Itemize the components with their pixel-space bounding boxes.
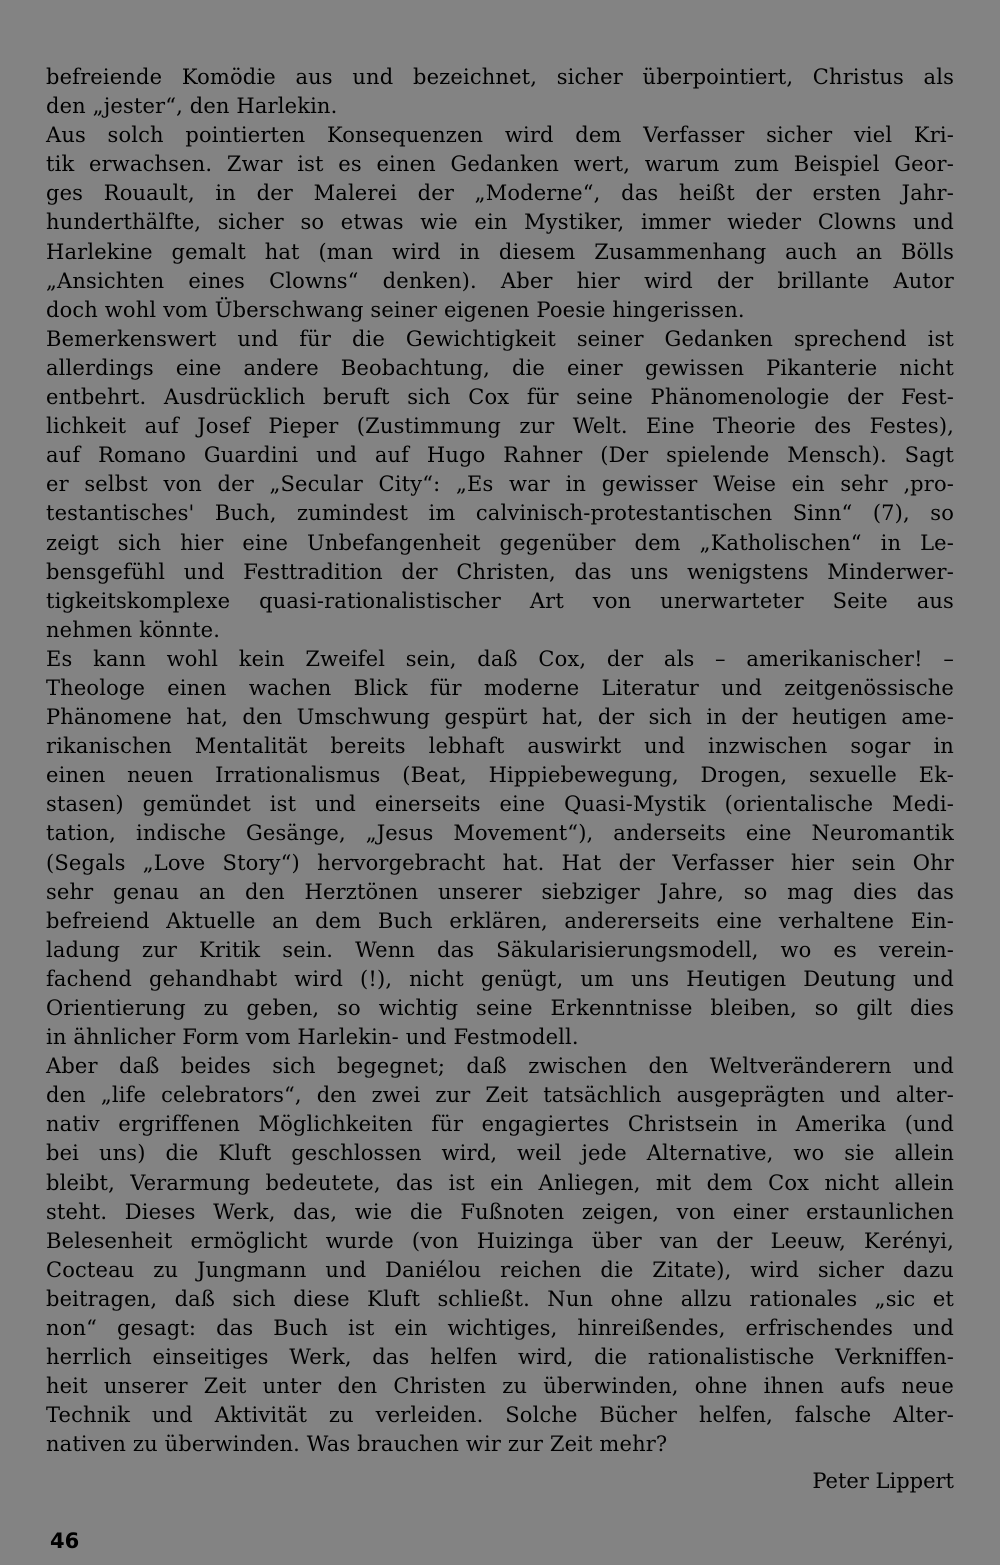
text-line: doch wohl vom Überschwang seiner eigenen Poesie hingerissen. [46, 297, 745, 322]
text-line: steht. Dieses Werk, das, wie die Fußnoten zeigen, von einer erstaunlichen [46, 1199, 954, 1224]
text-line: befreiende Komödie aus und bezeichnet, sicher überpointiert, Christus als [46, 65, 954, 89]
text-line: tation, indische Gesänge, „Jesus Movement“), anderseits eine Neuromantik [46, 821, 954, 846]
text-line: Technik und Aktivität zu verleiden. Solche Bücher helfen, falsche Alter- [46, 1403, 954, 1428]
text-line: Harlekine gemalt hat (man wird in diesem Zusammenhang auch an Bölls [46, 239, 954, 264]
text-line: Belesenheit ermöglicht wurde (von Huizinga über van der Leeuw, Kerényi, [46, 1228, 954, 1253]
text-line: Cocteau zu Jungmann und Daniélou reichen die Zitate), wird sicher dazu [46, 1257, 954, 1282]
text-line: Orientierung zu geben, so wichtig seine Erkenntnisse bleiben, so gilt dies [46, 996, 954, 1020]
text-line: testantisches' Buch, zumindest im calvinisch-protestantischen Sinn“ (7), so [46, 501, 954, 526]
text-line: fachend gehandhabt wird (!), nicht genügt, um uns Heutigen Deutung und [46, 966, 954, 991]
text-line: bensgefühl und Festtradition der Christen, das uns wenigstens Minderwer- [46, 559, 954, 584]
text-line: lichkeit auf Josef Pieper (Zustimmung zur Welt. Eine Theorie des Festes), [46, 414, 954, 439]
text-line: bei uns) die Kluft geschlossen wird, weil jede Alternative, wo sie allein [46, 1141, 954, 1166]
body-text [46, 63, 954, 1460]
text-line: nehmen könnte. [46, 617, 221, 642]
text-line: entbehrt. Ausdrücklich beruft sich Cox für seine Phänomenologie der Fest- [46, 385, 954, 410]
text-line: tigkeitskomplexe quasi-rationalistischer Art von unerwarteter Seite aus [46, 588, 954, 613]
text-line: Aber daß beides sich begegnet; daß zwischen den Weltveränderern und [46, 1054, 954, 1079]
text-line: non“ gesagt: das Buch ist ein wichtiges, hinreißendes, erfrischendes und [46, 1316, 954, 1341]
text-line: nativ ergriffenen Möglichkeiten für engagiertes Christsein in Amerika (und [46, 1112, 954, 1137]
text-line: auf Romano Guardini und auf Hugo Rahner (Der spielende Mensch). Sagt [46, 443, 954, 468]
text-line: Phänomene hat, den Umschwung gespürt hat, der sich in der heutigen ame- [46, 705, 954, 730]
text-line: stasen) gemündet ist und einerseits eine Quasi-Mystik (orientalische Medi- [46, 792, 954, 817]
text-line: allerdings eine andere Beobachtung, die einer gewissen Pikanterie nicht [46, 355, 954, 380]
text-line: sehr genau an den Herztönen unserer siebziger Jahre, so mag dies das [46, 879, 954, 904]
page-number: 46 [50, 1529, 80, 1553]
text-line: Es kann wohl kein Zweifel sein, daß Cox, der als – amerikanischer! – [46, 646, 954, 671]
text-line: tik erwachsen. Zwar ist es einen Gedanken wert, warum zum Beispiel Geor- [46, 152, 954, 177]
text-line: befreiend Aktuelle an dem Buch erklären, andererseits eine verhaltene Ein- [46, 908, 954, 933]
text-line: heit unserer Zeit unter den Christen zu überwinden, ohne ihnen aufs neue [46, 1374, 954, 1399]
text-line: in ähnlicher Form vom Harlekin- und Festmodell. [46, 1025, 579, 1050]
text-line: Bemerkenswert und für die Gewichtigkeit seiner Gedanken sprechend ist [46, 326, 954, 351]
text-line: Aus solch pointierten Konsequenzen wird dem Verfasser sicher viel Kri- [46, 123, 954, 148]
text-line: hunderthälfte, sicher so etwas wie ein Mystiker, immer wieder Clowns und [46, 210, 954, 235]
text-line: rikanischen Mentalität bereits lebhaft auswirkt und inzwischen sogar in [46, 734, 954, 759]
text-line: herrlich einseitiges Werk, das helfen wird, die rationalistische Verkniffen- [46, 1345, 954, 1370]
text-line: ladung zur Kritik sein. Wenn das Säkularisierungsmodell, wo es verein- [46, 937, 954, 962]
text-line: den „jester“, den Harlekin. [46, 94, 338, 119]
text-line: zeigt sich hier eine Unbefangenheit gegenüber dem „Katholischen“ in Le- [46, 530, 954, 555]
text-line: nativen zu überwinden. Was brauchen wir zur Zeit mehr? [46, 1432, 668, 1457]
text-line: „Ansichten eines Clowns“ denken). Aber hier wird der brillante Autor [46, 268, 954, 293]
text-line: den „life celebrators“, den zwei zur Zeit tatsächlich ausgeprägten und alter- [46, 1083, 954, 1108]
text-line: ges Rouault, in der Malerei der „Moderne“, das heißt der ersten Jahr- [46, 181, 954, 206]
text-line: einen neuen Irrationalismus (Beat, Hippiebewegung, Drogen, sexuelle Ek- [46, 763, 954, 788]
text-line: Theologe einen wachen Blick für moderne Literatur und zeitgenössische [46, 675, 954, 700]
text-line: beitragen, daß sich diese Kluft schließt. Nun ohne allzu rationales „sic et [46, 1286, 954, 1311]
author-signature: Peter Lippert [812, 1469, 954, 1493]
text-line: er selbst von der „Secular City“: „Es war in gewisser Weise ein sehr ‚pro- [46, 472, 954, 497]
text-line: (Segals „Love Story“) hervorgebracht hat. Hat der Verfasser hier sein Ohr [46, 850, 954, 875]
text-line: bleibt, Verarmung bedeutete, das ist ein Anliegen, mit dem Cox nicht allein [46, 1170, 954, 1195]
